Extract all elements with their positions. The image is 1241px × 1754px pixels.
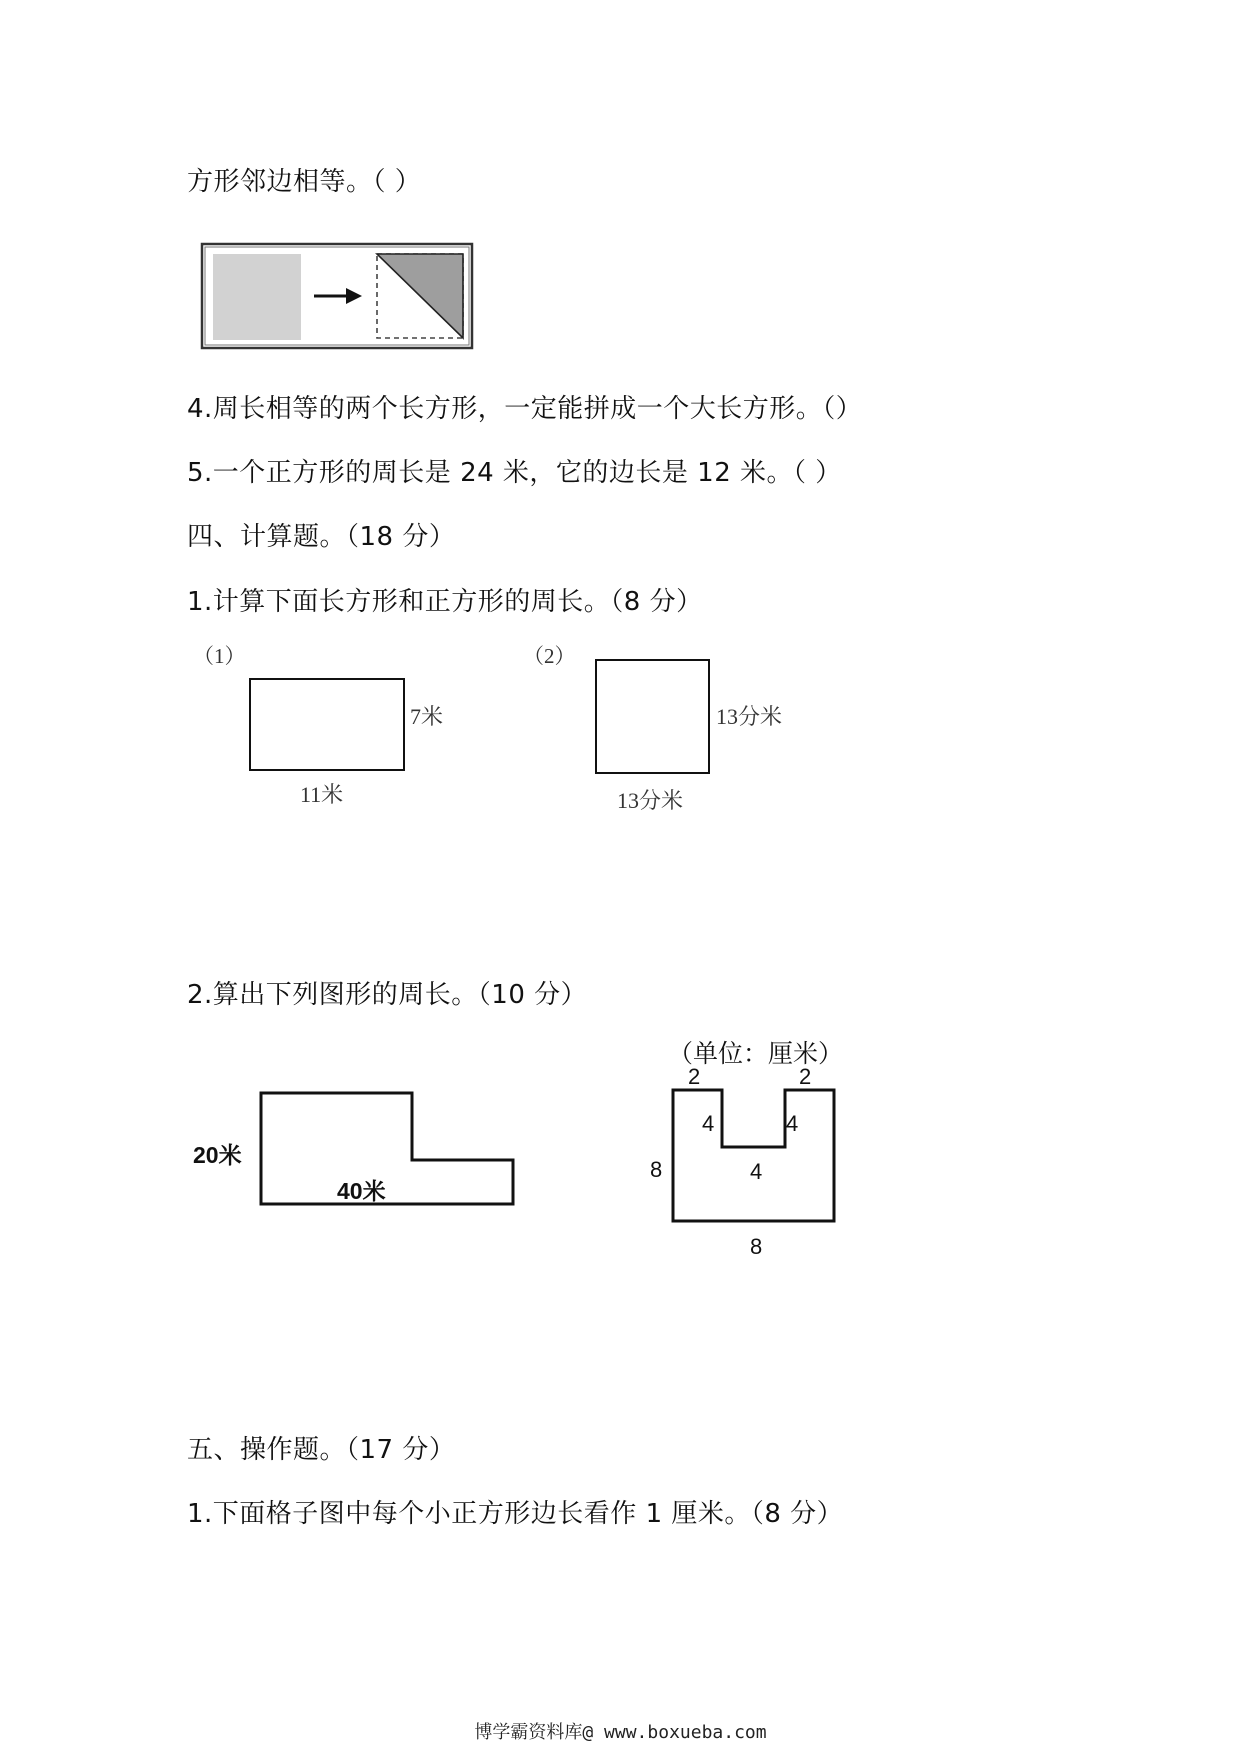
unit-label: （单位：厘米） xyxy=(668,1039,844,1068)
u-inner-left-label: 4 xyxy=(702,1111,715,1136)
section-4-title: 四、计算题。（18 分） xyxy=(187,522,456,552)
l-shape-height-label: 20米 xyxy=(193,1142,242,1168)
rectangle-height-label: 7米 xyxy=(410,704,444,729)
u-left-side-label: 8 xyxy=(650,1157,663,1182)
question-4: 4.周长相等的两个长方形，一定能拼成一个大长方形。（） xyxy=(187,394,863,424)
u-bottom-label: 8 xyxy=(750,1234,763,1259)
section-4-question-1: 1.计算下面长方形和正方形的周长。（8 分） xyxy=(187,587,703,617)
fold-figure xyxy=(200,242,475,352)
question-5: 5.一个正方形的周长是 24 米，它的边长是 12 米。（ ） xyxy=(187,458,842,488)
l-shape-figure xyxy=(258,1090,518,1210)
rectangle-width-label: 11米 xyxy=(300,782,344,807)
figure-1-label: （1） xyxy=(193,644,246,668)
square-side-label: 13分米 xyxy=(716,704,783,729)
footer-watermark: 博学霸资料库@ www.boxueba.com xyxy=(474,1722,767,1743)
u-shape xyxy=(673,1090,834,1221)
section-5-title: 五、操作题。（17 分） xyxy=(187,1435,456,1465)
u-inner-right-label: 4 xyxy=(786,1111,799,1136)
u-shape-figure xyxy=(670,1087,838,1227)
l-shape xyxy=(261,1093,513,1204)
u-top-right-label: 2 xyxy=(799,1064,812,1089)
square-figure xyxy=(594,658,712,776)
figure-2-label: （2） xyxy=(523,644,576,668)
rectangle-shape xyxy=(250,679,404,770)
u-inner-bottom-label: 4 xyxy=(750,1159,763,1184)
section-4-question-2: 2.算出下列图形的周长。（10 分） xyxy=(187,980,588,1010)
u-top-left-label: 2 xyxy=(688,1064,701,1089)
square-bottom-label: 13分米 xyxy=(617,788,684,813)
square-shape xyxy=(596,660,709,773)
l-shape-width-label: 40米 xyxy=(337,1178,386,1204)
section-5-question-1: 1.下面格子图中每个小正方形边长看作 1 厘米。（8 分） xyxy=(187,1499,844,1529)
unfolded-square xyxy=(213,254,301,340)
rectangle-figure xyxy=(248,677,408,773)
question-3-tail: 方形邻边相等。（ ） xyxy=(187,167,422,197)
